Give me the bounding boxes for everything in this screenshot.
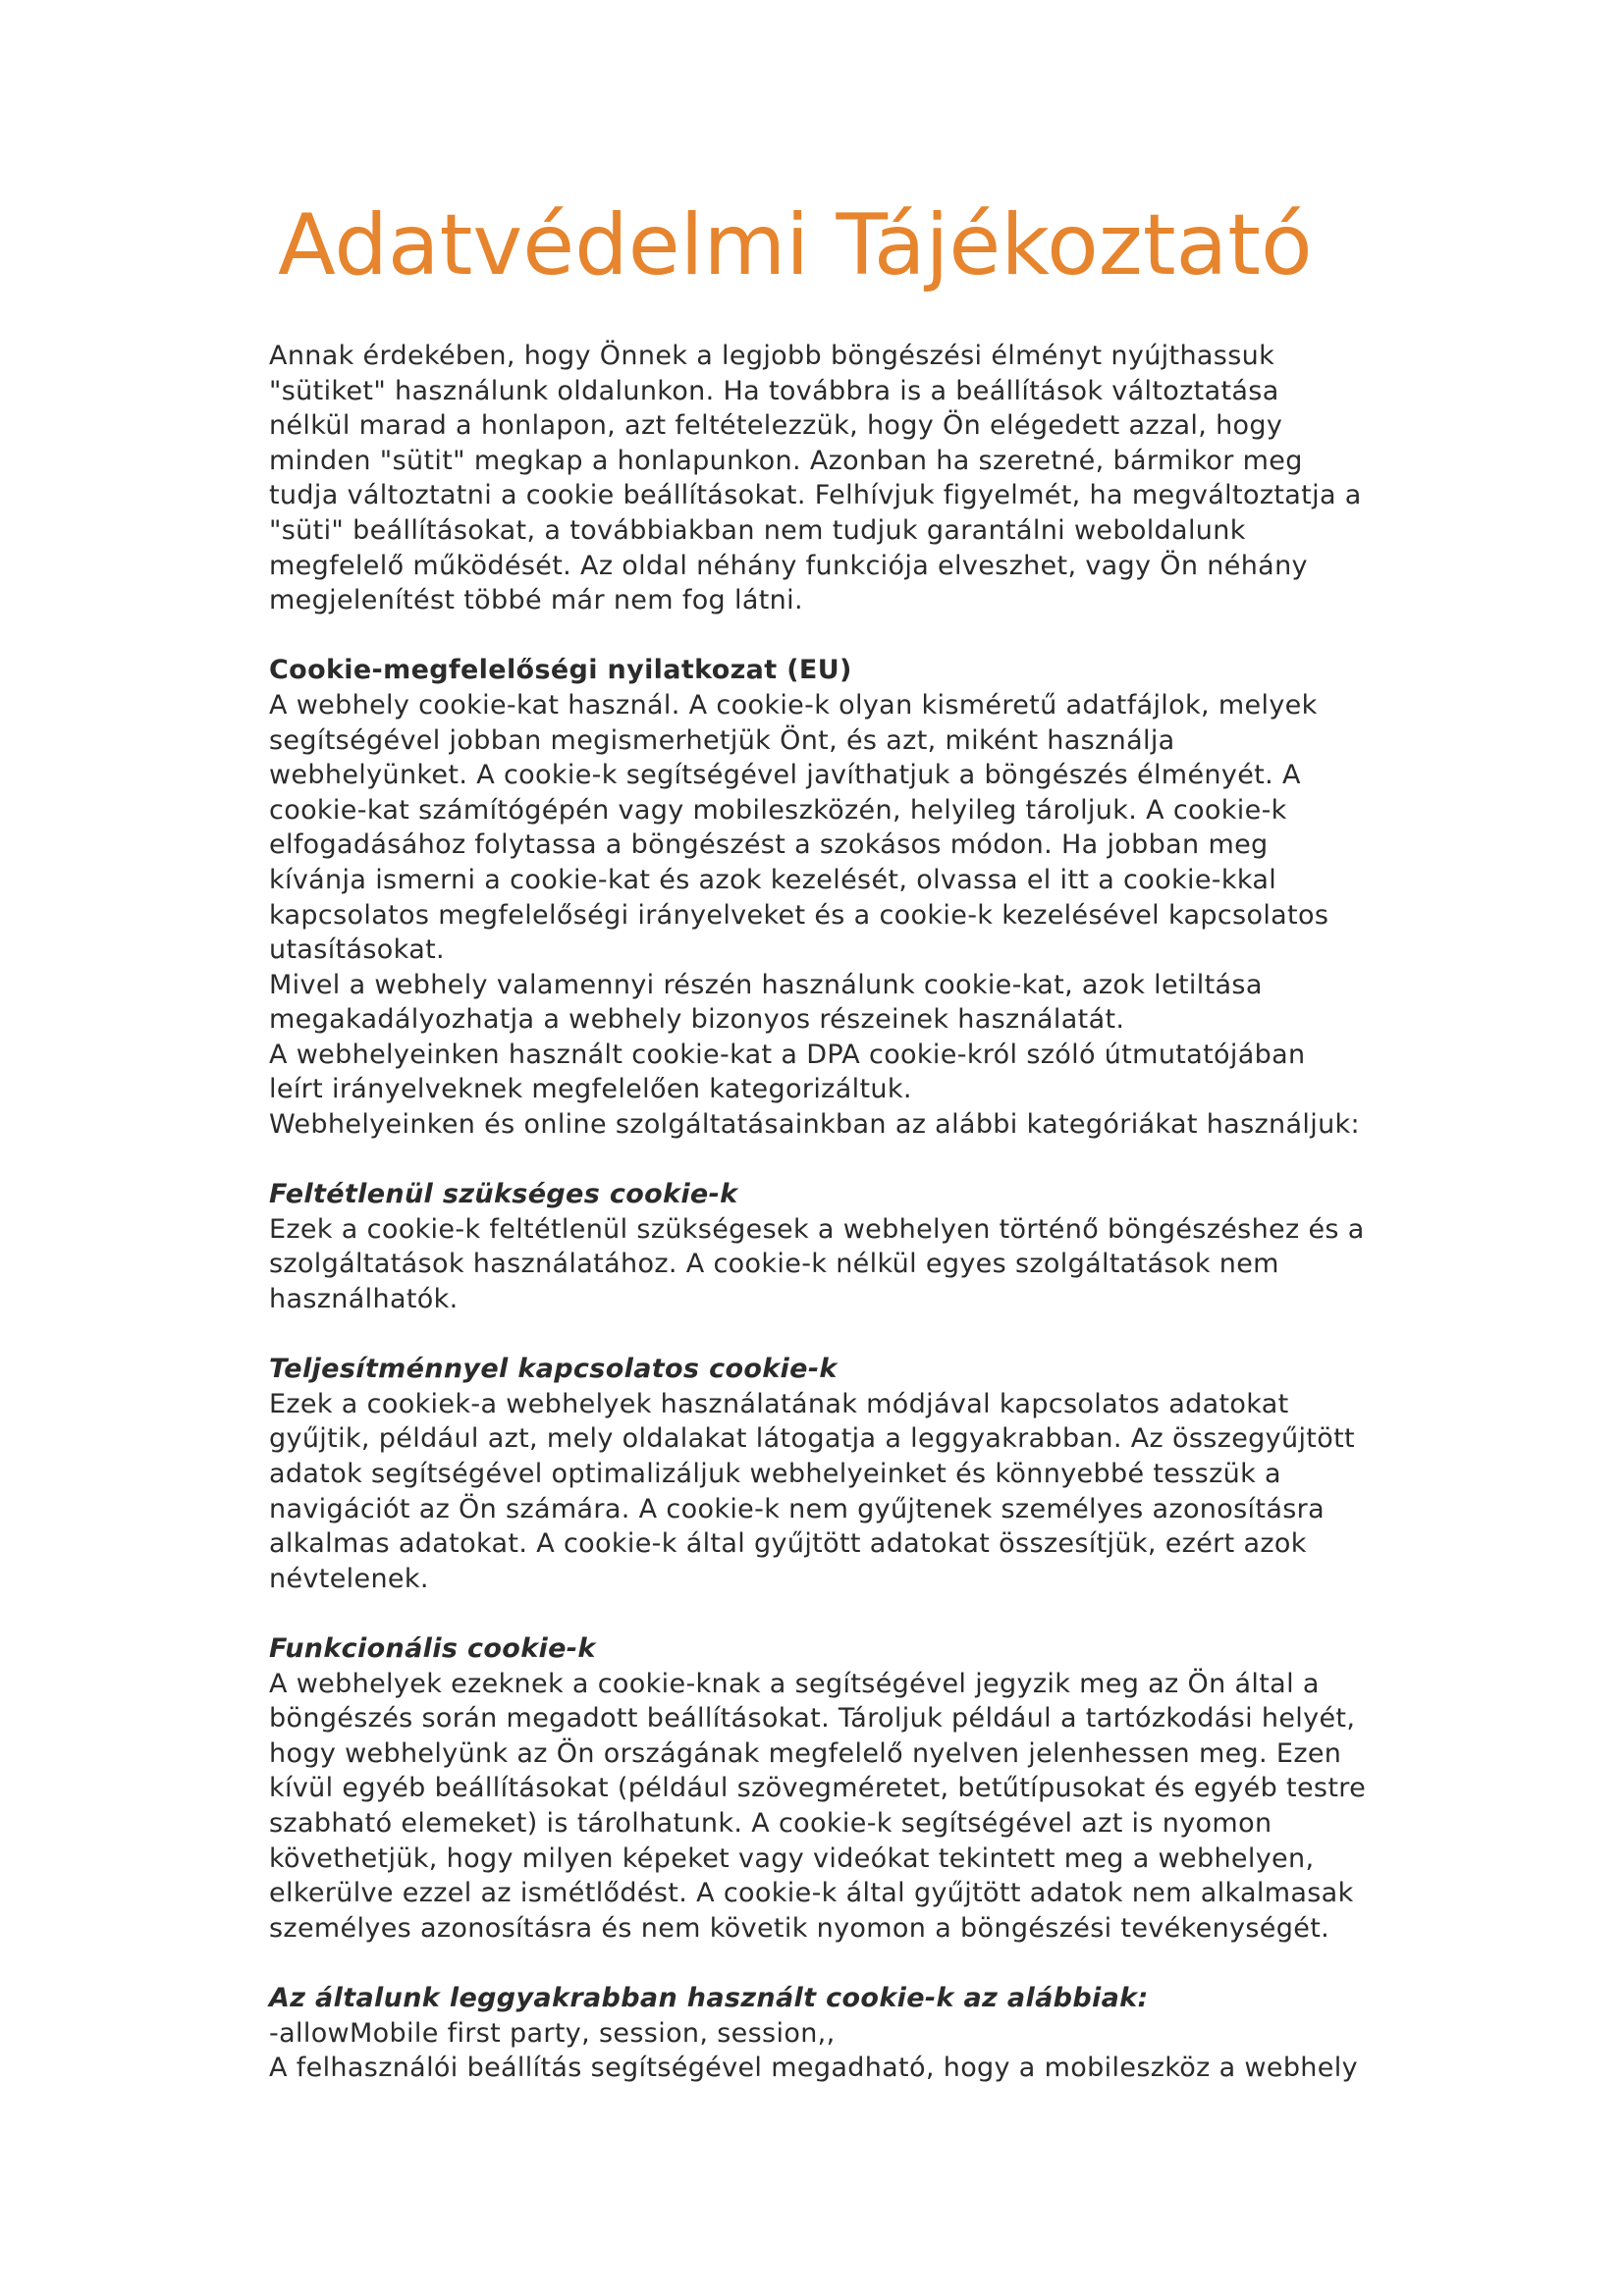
- section-line: kívül egyéb beállításokat (például szövegméretet, betűtípusokat és egyéb testre: [269, 1773, 1367, 1804]
- section-line: A webhelyek ezeknek a cookie-knak a segítségével jegyzik meg az Ön által a: [269, 1668, 1320, 1699]
- section-line: Mivel a webhely valamennyi részén használunk cookie-kat, azok letiltása: [269, 969, 1263, 1000]
- section-heading: Cookie-megfelelőségi nyilatkozat (EU): [269, 655, 852, 686]
- intro-line: Annak érdekében, hogy Önnek a legjobb böngészési élményt nyújthassuk: [269, 341, 1275, 371]
- section-heading: Funkcionális cookie-k: [269, 1632, 596, 1664]
- section-line: utasításokat.: [269, 934, 445, 966]
- section-heading: Feltétlenül szükséges cookie-k: [269, 1179, 738, 1210]
- intro-line: "sütiket" használunk oldalunkon. Ha továbbra is a beállítások változtatása: [269, 375, 1279, 406]
- section-line: megakadályozhatja a webhely bizonyos részeinek használatát.: [269, 1004, 1125, 1036]
- paragraph-gap: [269, 1946, 1447, 1981]
- intro-line: tudja változtatni a cookie beállításokat. Felhívjuk figyelmét, ha megváltoztatja a: [269, 480, 1362, 511]
- section-line: leírt irányelveknek megfelelően kategorizáltuk.: [269, 1074, 912, 1105]
- section-line: elfogadásához folytassa a böngészést a szokásos módon. Ha jobban meg: [269, 829, 1269, 861]
- section-line: kívánja ismerni a cookie-kat és azok kezelését, olvassa el itt a cookie-kkal: [269, 864, 1277, 895]
- section-line: elkerülve ezzel az ismétlődést. A cookie-k által gyűjtött adatok nem alkalmasak: [269, 1878, 1354, 1909]
- section-line: -allowMobile first party, session, session,,: [269, 2017, 836, 2049]
- intro-line: nélkül marad a honlapon, azt feltételezzük, hogy Ön elégedett azzal, hogy: [269, 410, 1283, 442]
- section-line: A webhelyeinken használt cookie-kat a DPA cookie-król szóló útmutatójában: [269, 1039, 1306, 1070]
- section-line: kapcsolatos megfelelőségi irányelveket és a cookie-k kezelésével kapcsolatos: [269, 899, 1329, 931]
- paragraph-gap: [269, 1317, 1447, 1353]
- section-line: A felhasználói beállítás segítségével megadható, hogy a mobileszköz a webhely: [269, 2053, 1358, 2084]
- page-title: Adatvédelmi Tájékoztató: [278, 196, 1313, 294]
- section-line: segítségével jobban megismerhetjük Önt, és azt, miként használja: [269, 724, 1175, 756]
- section-line: szolgáltatások használatához. A cookie-k nélkül egyes szolgáltatások nem: [269, 1249, 1279, 1280]
- intro-line: minden "sütit" megkap a honlapunkon. Azonban ha szeretné, bármikor meg: [269, 445, 1303, 476]
- section-heading: Az általunk leggyakrabban használt cookie-k az alábbiak:: [269, 1982, 1149, 2013]
- section-line: A webhely cookie-kat használ. A cookie-k olyan kisméretű adatfájlok, melyek: [269, 689, 1318, 721]
- section-line: Ezek a cookiek-a webhelyek használatának módjával kapcsolatos adatokat: [269, 1388, 1289, 1419]
- paragraph-gap: [269, 618, 1447, 654]
- section-line: adatok segítségével optimalizáljuk webhelyeinket és könnyebbé tesszük a: [269, 1459, 1281, 1489]
- section-line: használhatók.: [269, 1284, 459, 1315]
- necessary-cookies-section: [269, 1177, 1447, 1316]
- section-line: böngészés során megadott beállításokat. Tároljuk például a tartózkodási helyét,: [269, 1703, 1356, 1735]
- intro-line: "süti" beállításokat, a továbbiakban nem tudjuk garantálni weboldalunk: [269, 514, 1246, 546]
- section-heading: Teljesítménnyel kapcsolatos cookie-k: [269, 1354, 838, 1385]
- performance-cookies-section: [269, 1352, 1447, 1596]
- section-line: névtelenek.: [269, 1563, 429, 1594]
- functional-cookies-section: [269, 1631, 1447, 1946]
- section-line: Ezek a cookie-k feltétlenül szükségesek a webhelyen történő böngészéshez és a: [269, 1213, 1365, 1245]
- intro-paragraph: [269, 339, 1447, 618]
- section-line: navigációt az Ön számára. A cookie-k nem gyűjtenek személyes azonosításra: [269, 1493, 1326, 1524]
- document-body: [269, 339, 1447, 2086]
- intro-line: megfelelő működését. Az oldal néhány funkciója elveszhet, vagy Ön néhány: [269, 550, 1308, 581]
- section-line: hogy webhelyünk az Ön országának megfelelő nyelven jelenhessen meg. Ezen: [269, 1737, 1342, 1769]
- eu-compliance-section: [269, 653, 1447, 1142]
- section-line: követhetjük, hogy milyen képeket vagy videókat tekintett meg a webhelyen,: [269, 1842, 1315, 1874]
- section-line: személyes azonosításra és nem követik nyomon a böngészési tevékenységét.: [269, 1912, 1330, 1944]
- common-cookies-section: [269, 1981, 1447, 2086]
- paragraph-gap: [269, 1596, 1447, 1631]
- section-line: webhelyünket. A cookie-k segítségével javíthatjuk a böngészés élményét. A: [269, 760, 1301, 791]
- section-line: szabható elemeket) is tárolhatunk. A cookie-k segítségével azt is nyomon: [269, 1807, 1272, 1839]
- section-line: alkalmas adatokat. A cookie-k által gyűjtött adatokat összesítjük, ezért azok: [269, 1528, 1307, 1560]
- section-line: cookie-kat számítógépén vagy mobileszközén, helyileg tároljuk. A cookie-k: [269, 794, 1287, 826]
- section-line: Webhelyeinken és online szolgáltatásainkban az alábbi kategóriákat használjuk:: [269, 1109, 1360, 1141]
- section-line: gyűjtik, például azt, mely oldalakat látogatja a leggyakrabban. Az összegyűjtött: [269, 1423, 1355, 1455]
- intro-line: megjelenítést többé már nem fog látni.: [269, 585, 803, 616]
- paragraph-gap: [269, 1143, 1447, 1178]
